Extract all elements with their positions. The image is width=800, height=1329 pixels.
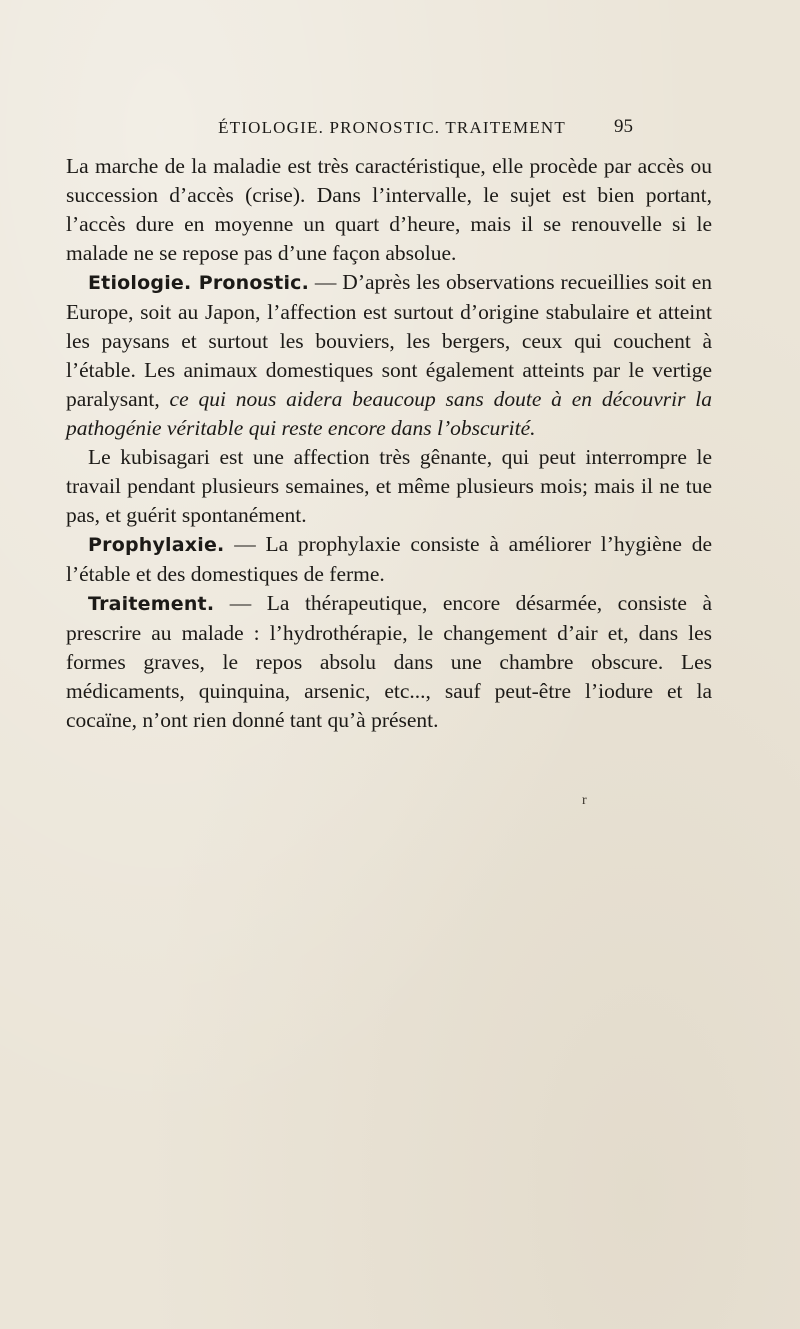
etiology-text: — D’après les observations recueillies soit en Europe, soit au Japon, l’affection est surtout d’origine stabulaire et atteint les paysans et surtout les bouviers, les bergers, ceux qui couchent à l’étable. Les animaux domestiques sont également atteints par le vertige paralysant,	[66, 270, 712, 411]
treatment-text: — La thérapeutique, encore désarmée, consiste à prescrire au malade : l’hydrothérapie, le changement d’air et, dans les formes graves, le repos absolu dans une chambre obscure. Les médicaments, quinquina, arsenic, etc..., sauf peut-être l’iodure et la cocaïne, n’ont rien donné tant qu’à présent.	[66, 591, 712, 732]
paragraph-disease-course: La marche de la maladie est très caractéristique, elle procède par accès ou succession d’accès (crise). Dans l’intervalle, le sujet est bien portant, l’accès dure en moyenne un quart d’heure, mais il se renouvelle si le malade ne se repose pas d’une façon absolue.	[66, 154, 712, 265]
heading-treatment: Traitement.	[88, 593, 215, 615]
page-number: 95	[614, 116, 633, 137]
heading-prophylaxis: Prophylaxie.	[88, 534, 225, 556]
stray-print-mark: r	[582, 793, 587, 808]
paragraph-prognosis: Le kubisagari est une affection très gênante, qui peut interrompre le travail pendant plusieurs semaines, et même plusieurs mois; mais il ne tue pas, et guérit spontanément.	[66, 445, 712, 527]
heading-etiology: Etiologie. Pronostic.	[88, 272, 310, 294]
paragraph-etiology	[66, 268, 712, 443]
body-text	[66, 152, 712, 735]
paragraph-prophylaxis	[66, 530, 712, 589]
running-header: ÉTIOLOGIE. PRONOSTIC. TRAITEMENT	[218, 118, 566, 137]
etiology-italic-text: ce qui nous aidera beaucoup sans doute à en découvrir la pathogénie véritable qui reste encore dans l’obscurité.	[66, 387, 712, 440]
paragraph-treatment	[66, 589, 712, 735]
prophylaxis-text: — La prophylaxie consiste à améliorer l’hygiène de l’étable et des domestiques de ferme.	[66, 532, 712, 586]
